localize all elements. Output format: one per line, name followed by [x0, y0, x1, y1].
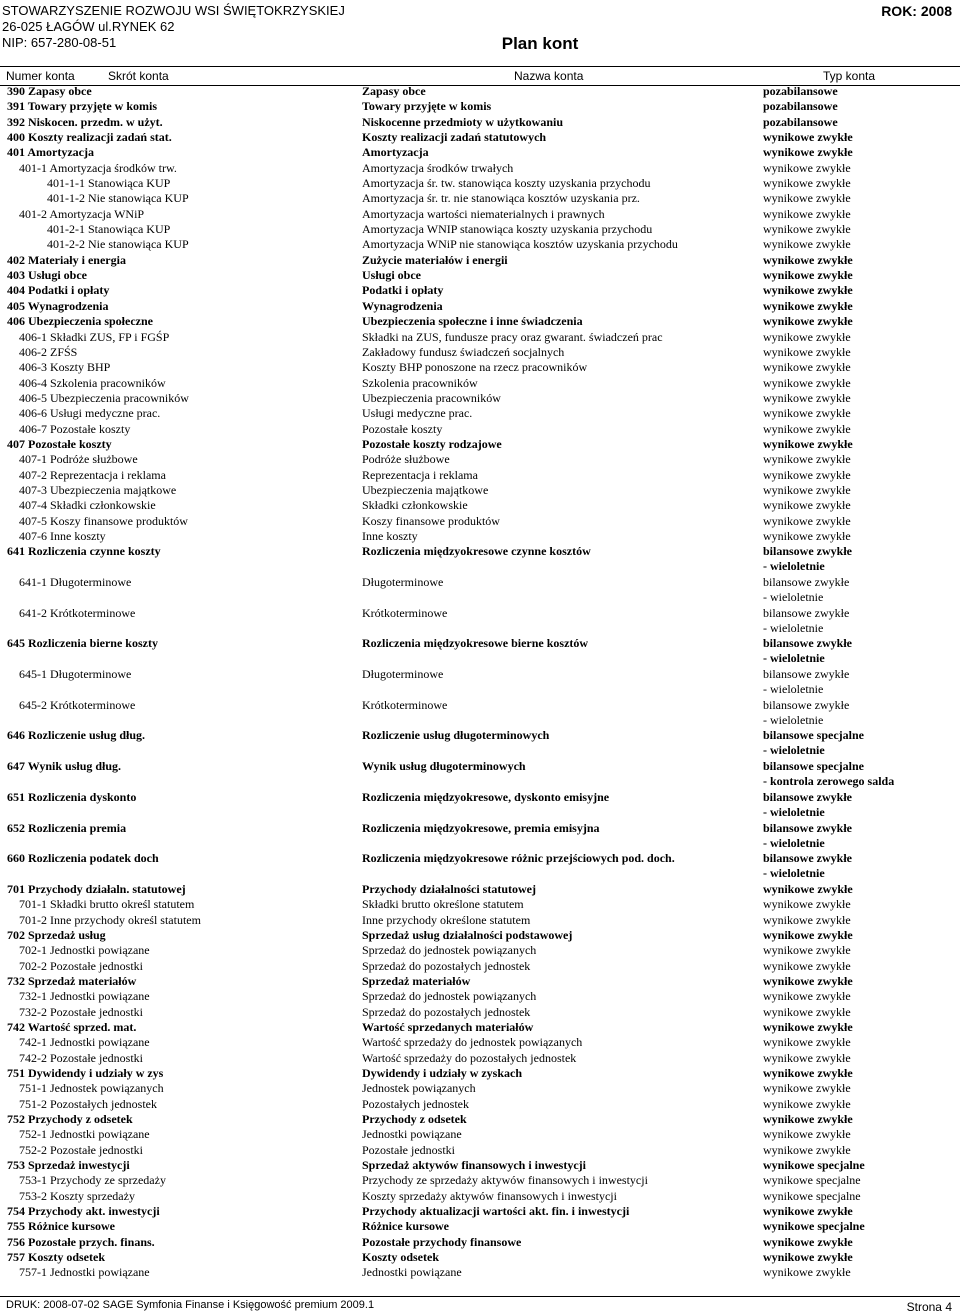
- account-type: pozabilansowe: [763, 84, 838, 98]
- table-row: [0, 468, 960, 483]
- account-type: wynikowe zwykłe: [763, 283, 853, 298]
- account-code: 391 Towary przyjęte w komis: [7, 99, 157, 114]
- account-type: wynikowe zwykłe: [763, 298, 853, 313]
- account-name: Wartość sprzedanych materiałów: [362, 1019, 534, 1034]
- account-type: bilansowe specjalne: [763, 759, 865, 774]
- account-code: 407-2 Reprezentacja i reklama: [19, 467, 166, 482]
- account-name: Koszy finansowe produktów: [362, 513, 500, 528]
- table-row: [0, 1112, 960, 1127]
- account-name: Ubezpieczenia społeczne i inne świadczenia: [362, 314, 583, 329]
- account-name: Pozostałe przychody finansowe: [362, 1234, 522, 1249]
- table-row: [0, 928, 960, 943]
- account-name: Rozliczenie usług długoterminowych: [362, 728, 550, 743]
- account-name: Pozostałe koszty: [362, 421, 443, 436]
- table-row: [0, 514, 960, 529]
- account-type-detail: - wieloletnie: [763, 559, 825, 574]
- table-row: [0, 1235, 960, 1250]
- account-type: bilansowe zwykłe: [763, 820, 853, 835]
- account-name: Pozostałe koszty rodzajowe: [362, 436, 502, 451]
- account-name: Składki na ZUS, fundusze pracy oraz gwarant. świadczeń prac: [362, 329, 663, 344]
- table-row: [0, 1204, 960, 1219]
- account-type-detail: - wieloletnie: [763, 866, 825, 881]
- page-title: Plan kont: [501, 34, 579, 53]
- account-code: 753 Sprzedaż inwestycji: [7, 1158, 130, 1173]
- account-name: Pozostałe jednostki: [362, 1142, 455, 1157]
- account-type: wynikowe specjalne: [763, 1188, 861, 1203]
- table-row: [0, 606, 960, 637]
- account-code: 651 Rozliczenia dyskonto: [7, 789, 137, 804]
- table-row: [0, 989, 960, 1004]
- account-name: Koszty sprzedaży aktywów finansowych i inwestycji: [362, 1188, 617, 1203]
- table-row: [0, 406, 960, 421]
- table-row: [0, 544, 960, 575]
- column-header-number: Numer konta: [6, 69, 75, 83]
- account-code: 660 Rozliczenia podatek doch: [7, 851, 159, 866]
- table-row: [0, 345, 960, 360]
- account-type: wynikowe zwykłe: [763, 421, 851, 436]
- account-name: Koszty realizacji zadań statutowych: [362, 130, 547, 145]
- account-type: wynikowe zwykłe: [763, 1112, 853, 1127]
- account-code: 401-1-2 Nie stanowiąca KUP: [47, 191, 189, 206]
- table-row: [0, 1035, 960, 1050]
- page-number: Strona 4: [906, 1300, 952, 1314]
- account-type: wynikowe zwykłe: [763, 989, 851, 1004]
- table-row: [0, 529, 960, 544]
- account-type: wynikowe zwykłe: [763, 1204, 853, 1219]
- table-row: [0, 437, 960, 452]
- account-name: Amortyzacja WNIP stanowiąca koszty uzyskania przychodu: [362, 222, 653, 237]
- column-header-name: Nazwa konta: [514, 69, 584, 83]
- account-name: Amortyzacja śr. tr. nie stanowiąca kosztów uzyskania prz.: [362, 191, 640, 206]
- accounts-table: [0, 84, 960, 1281]
- account-code: 652 Rozliczenia premia: [7, 820, 127, 835]
- account-code: 400 Koszty realizacji zadań stat.: [7, 130, 172, 145]
- account-code: 407-4 Składki członkowskie: [19, 498, 156, 513]
- account-type: wynikowe zwykłe: [763, 452, 851, 467]
- column-header-type: Typ konta: [823, 69, 876, 83]
- account-type: pozabilansowe: [763, 99, 838, 114]
- account-type: wynikowe zwykłe: [763, 1081, 851, 1096]
- account-type-detail: - wieloletnie: [763, 804, 825, 819]
- account-code: 753-2 Koszty sprzedaży: [19, 1188, 135, 1203]
- account-type: wynikowe zwykłe: [763, 973, 853, 988]
- account-type: wynikowe zwykłe: [763, 360, 851, 375]
- account-code: 701 Przychody działaln. statutowej: [7, 881, 186, 896]
- table-row: [0, 330, 960, 345]
- account-name: Sprzedaż aktywów finansowych i inwestycji: [362, 1158, 586, 1173]
- table-row: [0, 667, 960, 698]
- account-name: Krótkoterminowe: [362, 605, 448, 620]
- account-name: Rozliczenia międzyokresowe różnic przejściowych pod. doch.: [362, 851, 675, 866]
- table-row: [0, 1066, 960, 1081]
- account-name: Szkolenia pracowników: [362, 375, 478, 390]
- account-code: 701-2 Inne przychody określ statutem: [19, 912, 201, 927]
- account-name: Długoterminowe: [362, 667, 444, 682]
- table-row: [0, 821, 960, 852]
- account-code: 406-4 Szkolenia pracowników: [19, 375, 166, 390]
- account-code: 403 Usługi obce: [7, 268, 88, 283]
- table-header: [0, 66, 960, 86]
- account-type: wynikowe specjalne: [763, 1158, 865, 1173]
- table-row: [0, 1097, 960, 1112]
- account-code: 406-7 Pozostałe koszty: [19, 421, 131, 436]
- table-row: [0, 268, 960, 283]
- account-type: wynikowe zwykłe: [763, 1004, 851, 1019]
- account-code: 407-3 Ubezpieczenia majątkowe: [19, 482, 177, 497]
- account-type: wynikowe zwykłe: [763, 1019, 853, 1034]
- table-row: [0, 422, 960, 437]
- table-row: [0, 452, 960, 467]
- account-type: wynikowe specjalne: [763, 1173, 861, 1188]
- account-name: Amortyzacja środków trwałych: [362, 160, 514, 175]
- account-type-detail: - wieloletnie: [763, 682, 824, 697]
- account-type: wynikowe zwykłe: [763, 482, 851, 497]
- table-row: [0, 728, 960, 759]
- table-row: [0, 1219, 960, 1234]
- account-code: 751 Dywidendy i udziały w zys: [7, 1066, 164, 1080]
- account-name: Wartość sprzedaży do jednostek powiązanych: [362, 1035, 583, 1050]
- account-name: Przychody aktualizacji wartości akt. fin. i inwestycji: [362, 1204, 630, 1219]
- table-row: [0, 974, 960, 989]
- account-code: 390 Zapasy obce: [7, 84, 92, 98]
- account-name: Sprzedaż materiałów: [362, 973, 471, 988]
- table-row: [0, 283, 960, 298]
- account-type: wynikowe zwykłe: [763, 943, 851, 958]
- account-code: 401-1-1 Stanowiąca KUP: [47, 176, 171, 191]
- account-name: Jednostki powiązane: [362, 1127, 462, 1142]
- account-code: 647 Wynik usług dług.: [7, 759, 122, 774]
- table-row: [0, 115, 960, 130]
- account-code: 404 Podatki i opłaty: [7, 283, 110, 298]
- account-type: wynikowe zwykłe: [763, 1250, 853, 1265]
- account-code: 645-1 Długoterminowe: [19, 667, 132, 682]
- table-row: [0, 314, 960, 329]
- account-name: Zakładowy fundusz świadczeń socjalnych: [362, 344, 565, 359]
- account-type: bilansowe zwykłe: [763, 544, 853, 559]
- table-row: [0, 790, 960, 821]
- table-row: [0, 1081, 960, 1096]
- account-code: 406-6 Usługi medyczne prac.: [19, 406, 161, 421]
- account-name: Rozliczenia międzyokresowe, premia emisyjna: [362, 820, 600, 835]
- account-code: 756 Pozostałe przych. finans.: [7, 1234, 155, 1249]
- table-row: [0, 130, 960, 145]
- account-type: wynikowe zwykłe: [763, 467, 851, 482]
- account-code: 702-2 Pozostałe jednostki: [19, 958, 143, 973]
- account-name: Pozostałych jednostek: [362, 1096, 469, 1111]
- table-row: [0, 376, 960, 391]
- account-type: wynikowe zwykłe: [763, 406, 851, 421]
- account-code: 406 Ubezpieczenia społeczne: [7, 314, 153, 329]
- account-code: 645-2 Krótkoterminowe: [19, 697, 136, 712]
- account-code: 401 Amortyzacja: [7, 145, 94, 160]
- footer-divider: [0, 1296, 960, 1297]
- account-type: wynikowe zwykłe: [763, 176, 851, 191]
- table-row: [0, 207, 960, 222]
- account-type: wynikowe zwykłe: [763, 897, 851, 912]
- account-type: wynikowe zwykłe: [763, 1096, 851, 1111]
- account-type: wynikowe zwykłe: [763, 329, 851, 344]
- account-name: Ubezpieczenia majątkowe: [362, 482, 489, 497]
- account-code: 752-1 Jednostki powiązane: [19, 1127, 150, 1142]
- table-row: [0, 498, 960, 513]
- table-row: [0, 943, 960, 958]
- table-row: [0, 391, 960, 406]
- account-code: 406-5 Ubezpieczenia pracowników: [19, 390, 189, 405]
- table-row: [0, 1005, 960, 1020]
- account-type: wynikowe zwykłe: [763, 1066, 853, 1080]
- account-name: Koszty odsetek: [362, 1250, 439, 1265]
- account-code: 732 Sprzedaż materiałów: [7, 973, 137, 988]
- account-name: Podróże służbowe: [362, 452, 450, 467]
- account-type-detail: - wieloletnie: [763, 712, 824, 727]
- account-type: wynikowe zwykłe: [763, 314, 853, 329]
- account-name: Reprezentacja i reklama: [362, 467, 478, 482]
- account-type: wynikowe zwykłe: [763, 252, 853, 267]
- account-type: pozabilansowe: [763, 114, 838, 129]
- account-type: wynikowe zwykłe: [763, 130, 853, 145]
- table-row: [0, 176, 960, 191]
- table-row: [0, 1020, 960, 1035]
- account-code: 755 Różnice kursowe: [7, 1219, 115, 1234]
- account-type: bilansowe zwykłe: [763, 851, 853, 866]
- account-name: Przychody działalności statutowej: [362, 881, 536, 896]
- account-type: bilansowe zwykłe: [763, 697, 850, 712]
- account-code: 641-1 Długoterminowe: [19, 575, 132, 589]
- account-name: Ubezpieczenia pracowników: [362, 390, 501, 405]
- account-type: bilansowe zwykłe: [763, 636, 853, 651]
- table-row: [0, 84, 960, 99]
- account-type: wynikowe zwykłe: [763, 1127, 851, 1142]
- print-info: DRUK: 2008-07-02 SAGE Symfonia Finanse i Księgowość premium 2009.1: [6, 1299, 375, 1311]
- account-type-detail: - kontrola zerowego salda: [763, 774, 895, 789]
- account-type: wynikowe zwykłe: [763, 1035, 851, 1050]
- table-row: [0, 698, 960, 729]
- account-name: Sprzedaż do jednostek powiązanych: [362, 989, 537, 1004]
- account-name: Podatki i opłaty: [362, 283, 444, 298]
- report-year: ROK: 2008: [881, 3, 952, 19]
- account-type: wynikowe zwykłe: [763, 1265, 851, 1280]
- account-name: Przychody z odsetek: [362, 1112, 467, 1127]
- organization-address: 26-025 ŁAGÓW ul.RYNEK 62: [2, 19, 175, 34]
- account-type: bilansowe zwykłe: [763, 789, 853, 804]
- account-code: 757-1 Jednostki powiązane: [19, 1265, 150, 1280]
- account-name: Sprzedaż do pozostałych jednostek: [362, 1004, 531, 1019]
- account-name: Inne przychody określone statutem: [362, 912, 531, 927]
- account-code: 752-2 Pozostałe jednostki: [19, 1142, 143, 1157]
- account-type: wynikowe zwykłe: [763, 191, 851, 206]
- account-name: Koszty BHP ponoszone na rzecz pracowników: [362, 360, 588, 375]
- account-code: 407-1 Podróże służbowe: [19, 452, 138, 467]
- account-type: wynikowe zwykłe: [763, 145, 853, 160]
- table-row: [0, 1189, 960, 1204]
- table-row: [0, 959, 960, 974]
- account-type: wynikowe zwykłe: [763, 513, 851, 528]
- table-row: [0, 222, 960, 237]
- account-type: bilansowe zwykłe: [763, 667, 850, 682]
- account-code: 645 Rozliczenia bierne koszty: [7, 636, 158, 651]
- account-name: Długoterminowe: [362, 575, 444, 589]
- account-name: Jednostek powiązanych: [362, 1081, 476, 1096]
- table-row: [0, 145, 960, 160]
- account-code: 753-1 Przychody ze sprzedaży: [19, 1173, 166, 1188]
- table-row: [0, 913, 960, 928]
- account-name: Niskocenne przedmioty w użytkowaniu: [362, 114, 564, 129]
- account-code: 751-1 Jednostek powiązanych: [19, 1081, 164, 1096]
- account-name: Przychody ze sprzedaży aktywów finansowych i inwestycji: [362, 1173, 648, 1188]
- account-code: 406-2 ZFŚS: [19, 344, 78, 359]
- account-code: 742-2 Pozostałe jednostki: [19, 1050, 143, 1065]
- table-row: [0, 161, 960, 176]
- table-row: [0, 1051, 960, 1066]
- account-name: Jednostki powiązane: [362, 1265, 462, 1280]
- table-row: [0, 882, 960, 897]
- account-type: wynikowe zwykłe: [763, 1050, 851, 1065]
- account-name: Towary przyjęte w komis: [362, 99, 492, 114]
- account-code: 754 Przychody akt. inwestycji: [7, 1204, 160, 1219]
- account-name: Sprzedaż do pozostałych jednostek: [362, 958, 531, 973]
- account-type: wynikowe zwykłe: [763, 390, 851, 405]
- account-type-detail: - wieloletnie: [763, 651, 825, 666]
- account-code: 641 Rozliczenia czynne koszty: [7, 544, 161, 559]
- account-code: 407-6 Inne koszty: [19, 528, 106, 543]
- table-row: [0, 575, 960, 606]
- account-type: wynikowe zwykłe: [763, 344, 851, 359]
- account-code: 405 Wynagrodzenia: [7, 298, 109, 313]
- account-code: 752 Przychody z odsetek: [7, 1112, 133, 1127]
- account-type: bilansowe specjalne: [763, 728, 865, 743]
- account-code: 401-2-1 Stanowiąca KUP: [47, 222, 171, 237]
- account-type: wynikowe zwykłe: [763, 498, 851, 513]
- account-type: wynikowe zwykłe: [763, 927, 853, 942]
- account-name: Wynagrodzenia: [362, 298, 443, 313]
- account-code: 401-2-2 Nie stanowiąca KUP: [47, 237, 189, 252]
- account-name: Sprzedaż do jednostek powiązanych: [362, 943, 537, 958]
- table-row: [0, 759, 960, 790]
- account-code: 402 Materiały i energia: [7, 252, 126, 267]
- account-code: 646 Rozliczenie usług dług.: [7, 728, 146, 743]
- account-type-detail: - wieloletnie: [763, 835, 825, 850]
- table-row: [0, 360, 960, 375]
- account-name: Wartość sprzedaży do pozostałych jednostek: [362, 1050, 577, 1065]
- account-type: bilansowe zwykłe: [763, 575, 850, 589]
- account-name: Amortyzacja śr. tw. stanowiąca koszty uzyskania przychodu: [362, 176, 651, 191]
- account-name: Rozliczenia międzyokresowe bierne kosztów: [362, 636, 589, 651]
- table-row: [0, 1158, 960, 1173]
- account-code: 702-1 Jednostki powiązane: [19, 943, 150, 958]
- account-type: wynikowe specjalne: [763, 1219, 865, 1234]
- account-type: wynikowe zwykłe: [763, 912, 851, 927]
- account-name: Dywidendy i udziały w zyskach: [362, 1066, 523, 1080]
- account-code: 732-1 Jednostki powiązane: [19, 989, 150, 1004]
- account-type: wynikowe zwykłe: [763, 1234, 853, 1249]
- account-type: wynikowe zwykłe: [763, 160, 851, 175]
- account-type-detail: - wieloletnie: [763, 590, 824, 604]
- account-name: Różnice kursowe: [362, 1219, 449, 1234]
- table-row: [0, 636, 960, 667]
- account-type: wynikowe zwykłe: [763, 958, 851, 973]
- column-header-short: Skrót konta: [108, 69, 169, 83]
- account-name: Wynik usług długoterminowych: [362, 759, 526, 774]
- account-code: 392 Niskocen. przedm. w użyt.: [7, 114, 163, 129]
- table-row: [0, 299, 960, 314]
- account-code: 407-5 Koszy finansowe produktów: [19, 513, 188, 528]
- account-name: Zapasy obce: [362, 84, 426, 98]
- table-row: [0, 1173, 960, 1188]
- account-name: Usługi medyczne prac.: [362, 406, 473, 421]
- account-code: 407 Pozostałe koszty: [7, 436, 112, 451]
- account-name: Amortyzacja: [362, 145, 429, 160]
- account-type-detail: - wieloletnie: [763, 743, 825, 758]
- account-name: Zużycie materiałów i energii: [362, 252, 508, 267]
- account-name: Rozliczenia międzyokresowe, dyskonto emisyjne: [362, 789, 610, 804]
- account-code: 751-2 Pozostałych jednostek: [19, 1096, 157, 1111]
- account-type: wynikowe zwykłe: [763, 528, 851, 543]
- table-row: [0, 99, 960, 114]
- account-code: 406-3 Koszty BHP: [19, 360, 111, 375]
- account-type: bilansowe zwykłe: [763, 605, 850, 620]
- account-name: Składki brutto określone statutem: [362, 897, 524, 912]
- account-code: 401-1 Amortyzacja środków trw.: [19, 160, 177, 175]
- organization-nip: NIP: 657-280-08-51: [2, 35, 117, 50]
- account-type: wynikowe zwykłe: [763, 206, 851, 221]
- account-name: Rozliczenia międzyokresowe czynne kosztów: [362, 544, 591, 559]
- account-code: 641-2 Krótkoterminowe: [19, 605, 136, 620]
- account-code: 732-2 Pozostałe jednostki: [19, 1004, 143, 1019]
- account-type: wynikowe zwykłe: [763, 1142, 851, 1157]
- account-code: 757 Koszty odsetek: [7, 1250, 105, 1265]
- table-row: [0, 483, 960, 498]
- table-row: [0, 897, 960, 912]
- organization-name: STOWARZYSZENIE ROZWOJU WSI ŚWIĘTOKRZYSKIEJ: [2, 3, 345, 18]
- account-type: wynikowe zwykłe: [763, 268, 853, 283]
- account-name: Usługi obce: [362, 268, 422, 283]
- account-type: wynikowe zwykłe: [763, 222, 851, 237]
- account-type: wynikowe zwykłe: [763, 436, 853, 451]
- account-name: Krótkoterminowe: [362, 697, 448, 712]
- account-type: wynikowe zwykłe: [763, 881, 853, 896]
- account-type: wynikowe zwykłe: [763, 375, 851, 390]
- account-name: Amortyzacja wartości niematerialnych i prawnych: [362, 206, 605, 221]
- table-row: [0, 1250, 960, 1265]
- table-row: [0, 253, 960, 268]
- account-code: 406-1 Składki ZUS, FP i FGŚP: [19, 329, 170, 344]
- account-name: Amortyzacja WNiP nie stanowiąca kosztów uzyskania przychodu: [362, 237, 678, 252]
- table-row: [0, 851, 960, 882]
- account-name: Inne koszty: [362, 528, 418, 543]
- account-code: 742 Wartość sprzed. mat.: [7, 1019, 137, 1034]
- account-type-detail: - wieloletnie: [763, 620, 824, 635]
- account-code: 701-1 Składki brutto określ statutem: [19, 897, 195, 912]
- account-type: wynikowe zwykłe: [763, 237, 851, 252]
- account-name: Składki członkowskie: [362, 498, 468, 513]
- table-row: [0, 1127, 960, 1142]
- account-code: 702 Sprzedaż usług: [7, 927, 106, 942]
- table-row: [0, 191, 960, 206]
- account-code: 742-1 Jednostki powiązane: [19, 1035, 150, 1050]
- table-row: [0, 1143, 960, 1158]
- table-row: [0, 237, 960, 252]
- account-name: Sprzedaż usług działalności podstawowej: [362, 927, 573, 942]
- table-row: [0, 1265, 960, 1280]
- account-code: 401-2 Amortyzacja WNiP: [19, 206, 145, 221]
